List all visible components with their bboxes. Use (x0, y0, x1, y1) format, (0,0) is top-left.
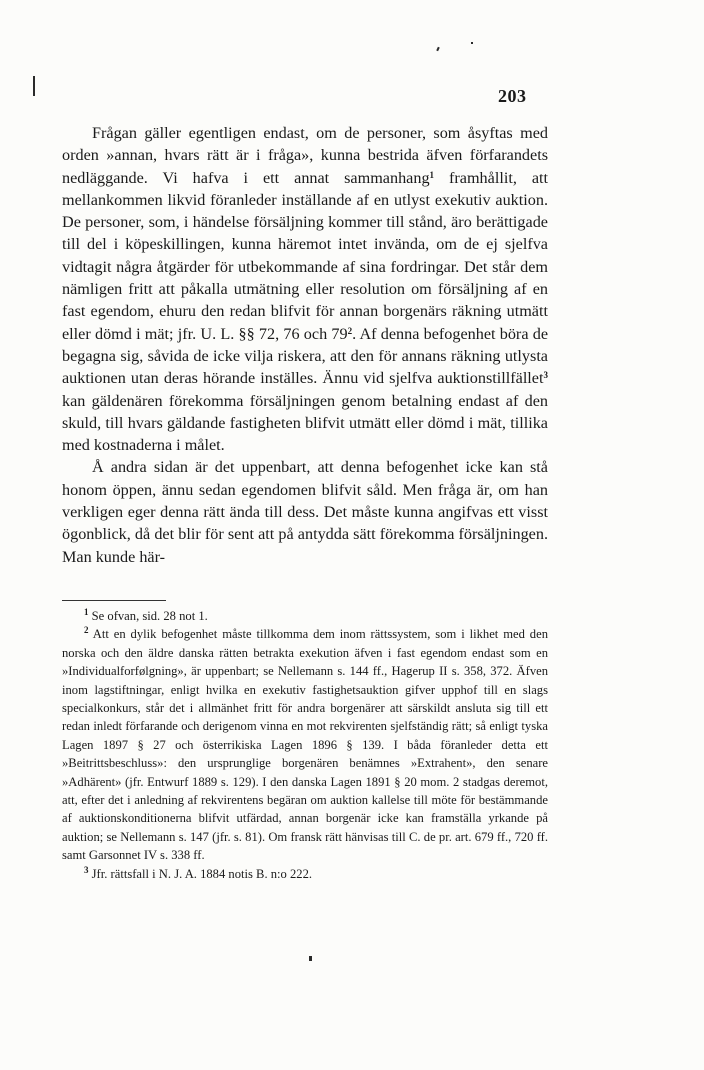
footnote-mark: 1 (84, 607, 89, 617)
page-number: 203 (498, 86, 527, 106)
footnote-ref: 1 (429, 169, 435, 180)
footnote (62, 865, 548, 883)
footnotes (62, 607, 548, 883)
specks-mark (436, 47, 440, 51)
margin-tick-mark (33, 76, 35, 96)
body-paragraph: Å andra sidan är det uppenbart, att denna befogenhet icke kan stå honom öppen, ännu sedan egendomen blifvit såld. Men fråga är, om han verkligen eger denna rätt ända till dess. Det måste kunna angifvas ett visst ögonblick, då det blir för sent att på antydda sätt förekomma försäljningen. Man kunde här- (62, 458, 548, 566)
footnote-ref: 2 (347, 325, 353, 336)
specks-mark (309, 956, 312, 961)
footnote-mark: 2 (84, 625, 89, 636)
specks-mark (471, 42, 473, 44)
body-text-segment: framhållit, att mellankommen likvid föranleder inställande af en utlyst exekutiv auktion. De personer, som, i händelse försäljning kommer till stånd, äro berättigade till del i köpeskillingen, kunna häremot intet invända, om de ej sjelfva vidtagit några åtgärder för utbekommande af sina fordringar. Det står dem nämligen fritt att påkalla utmätning eller resolution om försäljning af en fast egendom, ehuru den redan blifvit för annan borgenärs räkning utmätt eller dömd i mät; jfr. U. L. §§ 72, 76 och 79 (62, 168, 548, 343)
footnote-text: Se ofvan, sid. 28 not 1. (88, 609, 208, 623)
footnote-ref: 3 (543, 370, 548, 381)
body-text-segment: Frågan gäller egentligen endast, om de personer, som åsyftas med orden »annan, hvars rätt är i fråga», kunna bestrida äfven förfarandets nedläggande. Vi hafva i ett annat sammanhang (62, 124, 548, 187)
body-paragraph (62, 122, 548, 456)
footnote (62, 625, 548, 864)
footnote-text: Jfr. rättsfall i N. J. A. 1884 notis B. n:o 222. (88, 866, 313, 881)
footnote-mark: 3 (84, 864, 89, 875)
body-text-segment: . Af denna befogenhet böra de begagna sig, såvida de icke vilja riskera, att den för annans räkning utlysta auktionen utan deras hörande inställes. Ännu vid sjelfva auktionstillfället (62, 324, 549, 388)
body-text (62, 122, 548, 568)
footnote-text: Att en dylik befogenhet måste tillkomma dem inom rättssystem, som i likhet med den norska och den äldre danska rätten betrakta exekution äfven i fast egendom endast som en »Individualforfølgning», är uppenbart; se Nellemann s. 144 ff., Hagerup II s. 358, 372. Äfven inom lagstiftningar, enligt hvilka en exekutiv fastighetsauktion gifver upphof till en slags specialkonkurs, står det i allmänhet fritt för andra borgenärer att särskildt ansluta sig till ett redan inledt förfarande och derigenom vinna en mot rekvirenten sjelfständig rätt; så enligt tyska Lagen 1897 § 27 och österrikiska Lagen 1896 § 139. I båda föranleder detta ett »Beitrittsbeschluss»: den ursprunglige borgenären benämnes »Extrahent», den senare »Adhärent» (jfr. Entwurf 1889 s. 129). I den danska Lagen 1891 § 20 mom. 2 stadgas deremot, att, efter det i anledning af rekvirentens begäran om auktion kallelse till möte för bestämmande af auktionskonditionerna blifvit utfärdad, annan borgenär icke kan framställa yrkande på auktion; se Nellemann s. 147 (jfr. s. 81). Om fransk rätt hänvisas till C. de pr. art. 679 ff., 720 ff. samt Garsonnet IV s. 338 ff. (62, 627, 548, 863)
footnote-divider (62, 600, 166, 601)
body-text-segment: kan gäldenären förekomma försäljningen genom betalning endast af den skuld, till hvars gäldande fastigheten blifvit utmätt eller dömd i mät, tillika med kostnaderna i målet. (62, 391, 548, 455)
footnote (62, 607, 548, 625)
